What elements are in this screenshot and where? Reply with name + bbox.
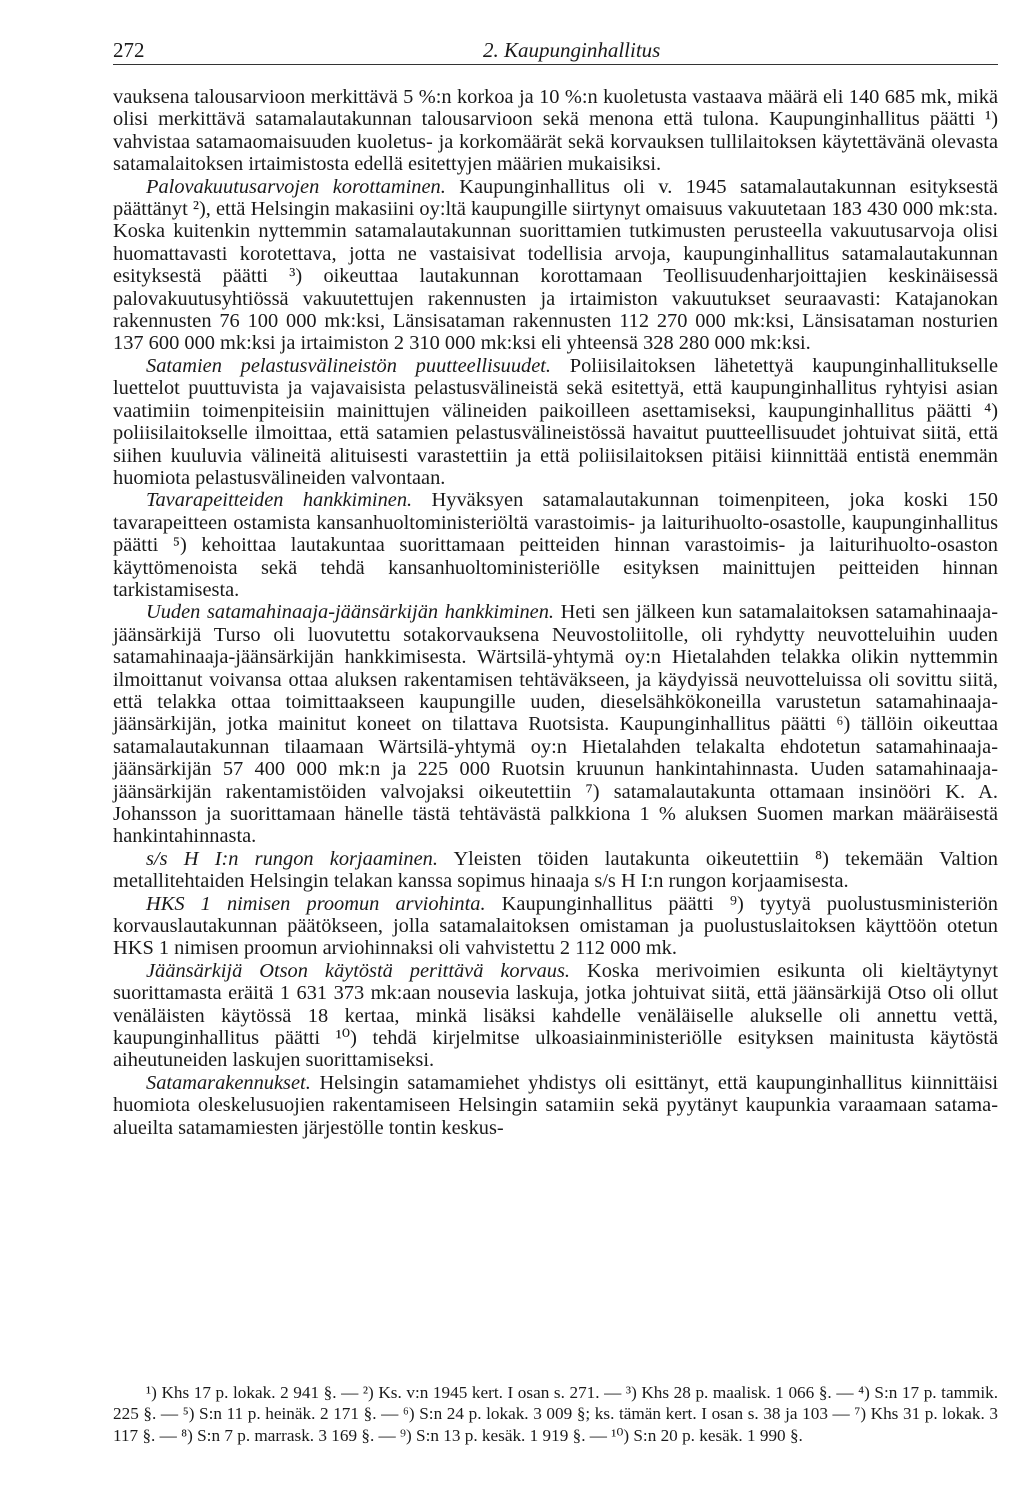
section-heading: Tavarapeitteiden hankkiminen. <box>146 489 413 512</box>
paragraph-fire-insurance <box>113 176 998 355</box>
paragraph-tarpaulins <box>113 489 998 601</box>
paragraph-continuation <box>113 86 998 176</box>
paragraph-harbour-buildings <box>113 1072 998 1139</box>
section-heading: HKS 1 nimisen proomun arviohinta. <box>146 892 486 915</box>
section-heading: Uuden satamahinaaja-jäänsärkijän hankkiminen. <box>146 601 554 624</box>
section-heading: s/s H I:n rungon korjaaminen. <box>146 847 438 870</box>
paragraph-text: Yleisten töiden lautakunta oikeutettiin ⁸) tekemään Valtion metallitehtaiden Helsingin telakan kanssa sopimus hinaaja s/s H I:n rungon korjaamisesta. <box>113 847 998 893</box>
paragraph-icebreaker-tug <box>113 601 998 847</box>
paragraph-text: Kaupunginhallitus päätti ⁹) tyytyä puolustusministeriön korvauslautakunnan päätökseen, jolla satamalaitoksen omistaman ja puolustuslaitoksen käyttöön otetun HKS 1 nimisen proomun arviohinnaksi oli vahvistettu 2 112 000 mk. <box>113 892 998 960</box>
paragraph-text: Koska merivoimien esikunta oli kieltäytynyt suorittamasta eräitä 1 631 373 mk:aan nousevia laskuja, jotka johtuivat siitä, että jäänsärkijä Otso oli ollut venäläisten käytössä 18 kertaa, minkä lisäksi kahdelle venäläiselle alukselle oli annettu vettä, kaupunginhallitus päätti ¹⁰) tehdä kirjelmitse ulkoasiainministeriölle esityksen mainitusta käytöstä aiheutuneiden laskujen suorittamiseksi. <box>113 959 998 1072</box>
section-heading: Palovakuutusarvojen korottaminen. <box>146 175 446 198</box>
paragraph-text: Poliisilaitoksen lähetettyä kaupunginhallitukselle luettelot puuttuvista ja vajavaisista pelastusvälineistä sekä esitettyä, että kaupunginhallitus ryhtyisi asian vaatimiin toimenpiteisiin mainittujen välineiden paikoilleen asettamiseksi, kaupunginhallitus päätti ⁴) poliisilaitokselle ilmoittaa, että satamien pelastusvälineistössä havaitut puutteellisuudet johtuivat siitä, että siihen kuuluvia välineitä alituisesti varastettiin ja että poliisilaitoksen pitäisi kiinnittää entistä enemmän huomiota pelastusvälineiden valvontaan. <box>113 354 998 489</box>
paragraph-hull-repair <box>113 848 998 893</box>
paragraph-text: vauksena talousarvioon merkittävä 5 %:n korkoa ja 10 %:n kuoletusta vastaava määrä eli 140 685 mk, mikä olisi merkittävä satamalautakunnan talousarvioon sekä menona että tulona. Kaupunginhallitus päätti ¹) vahvistaa satamaomaisuuden kuoletus- ja korkomäärät sekä korvauksen tullilaitoksen käytettävänä olevasta satamalaitoksen irtaimistosta edellä esitettyjen määrien mukaisiksi. <box>113 86 998 176</box>
paragraph-text: Kaupunginhallitus oli v. 1945 satamalautakunnan esityksestä päättänyt ²), että Helsingin makasiini oy:ltä kaupungille siirtynyt omaisuus vakuutetaan 183 430 000 mk:sta. Koska kuitenkin nyttemmin satamalautakunnan suorittamien tutkimusten perusteella vakuutusarvoja olisi huomattavasti korotettava, jotta ne vastaisivat todellisia arvoja, kaupunginhallitus satamalautakunnan esityksestä päätti ³) oikeuttaa lautakunnan korottamaan Teollisuudenharjoittajien keskinäisessä palovakuutusyhtiössä vakuutettujen rakennusten ja irtaimiston vakuutukset seuraavasti: Katajanokan rakennusten 76 100 000 mk:ksi, Länsisataman rakennusten 112 270 000 mk:ksi, Länsisataman nosturien 137 600 000 mk:ksi ja irtaimiston 2 310 000 mk:ksi eli yhteensä 328 280 000 mk:ksi. <box>113 175 999 355</box>
section-heading: Satamarakennukset. <box>146 1071 311 1094</box>
paragraph-text: Helsingin satamamiehet yhdistys oli esittänyt, että kaupunginhallitus kiinnittäisi huomiota oleskelusuojien rakentamiseen Helsingin satamiin sekä pyytänyt kaupunkia varaamaan satama-alueilta satamamiesten järjestölle tontin keskus- <box>113 1071 998 1139</box>
body-text <box>113 86 998 1139</box>
page-header <box>113 34 998 65</box>
paragraph-barge-valuation <box>113 893 998 960</box>
paragraph-rescue-equipment <box>113 355 998 489</box>
footnotes <box>113 1382 998 1446</box>
page-number: 272 <box>113 38 145 62</box>
footnote-text: ¹) Khs 17 p. lokak. 2 941 §. — ²) Ks. v:n 1945 kert. I osan s. 271. — ³) Khs 28 p. maalisk. 1 066 §. — ⁴) S:n 17 p. tammik. 225 §. — ⁵) S:n 11 p. heinäk. 2 171 §. — ⁶) S:n 24 p. lokak. 3 009 §; ks. tämän kert. I osan s. 38 ja 103 — ⁷) Khs 31 p. lokak. 3 117 §. — ⁸) S:n 7 p. marrask. 3 169 §. — ⁹) S:n 13 p. kesäk. 1 919 §. — ¹⁰) S:n 20 p. kesäk. 1 990 §. <box>113 1383 998 1445</box>
paragraph-text: Hyväksyen satamalautakunnan toimenpiteen, joka koski 150 tavarapeitteen ostamista kansanhuoltoministeriöltä varastoimis- ja laiturihuolto-osastolle, kaupunginhallitus päätti ⁵) kehoittaa lautakuntaa suorittamaan peitteiden hinnan varastoimis- ja laiturihuolto-osaston käyttömenoista sekä tehdä kansanhuoltoministeriölle esityksen mainittujen peitteiden hinnan tarkistamisesta. <box>113 489 998 601</box>
paragraph-otso-compensation <box>113 960 998 1072</box>
section-heading: Satamien pelastusvälineistön puutteellisuudet. <box>146 354 552 377</box>
paragraph-text: Heti sen jälkeen kun satamalaitoksen satamahinaaja-jäänsärkijä Turso oli luovutettu sotakorvauksena Neuvostoliitolle, oli ryhdytty neuvotteluihin uuden satamahinaaja-jäänsärkijän hankkimisesta. Wärtsilä-yhtymä oy:n Hietalahden telakka olikin nyttemmin ilmoittanut voivansa ottaa aluksen rakentamisen tehtäväkseen, ja käydyissä neuvotteluissa oli sovittu siitä, että telakka ottaa toimittaakseen kaupungille uuden, dieselsähkökoneilla varustetun satamahinaaja-jäänsärkijän, jotka mainitut koneet on tilattava Ruotsista. Kaupunginhallitus päätti ⁶) tällöin oikeuttaa satamalautakunnan tilaamaan Wärtsilä-yhtymä oy:n Hietalahden telakalta ehdotetun satamahinaaja-jäänsärkijän 57 400 000 mk:n ja 225 000 Ruotsin kruunun hankintahinnasta. Uuden satamahinaaja-jäänsärkijän rakentamistöiden valvojaksi oikeutettiin ⁷) satamalautakunta ottamaan insinööri K. A. Johansson ja suorittamaan hänelle tästä tehtävästä palkkiona 1 % aluksen Suomen markan määräisestä hankintahinnasta. <box>113 601 998 848</box>
running-head: 2. Kaupunginhallitus <box>483 38 661 62</box>
section-heading: Jäänsärkijä Otson käytöstä perittävä korvaus. <box>146 959 571 982</box>
